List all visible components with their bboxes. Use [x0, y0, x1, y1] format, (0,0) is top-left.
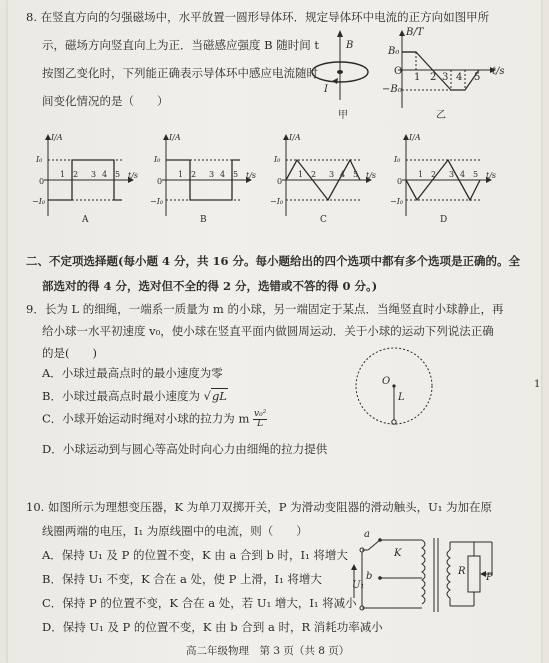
exam-page — [8, 0, 541, 663]
figure-yi-ylabel: B/T — [406, 27, 424, 38]
graph-tick-label: 4 — [460, 170, 466, 179]
graph-xlabel: t/s — [486, 171, 497, 180]
figure-yi-origin: O — [394, 66, 403, 77]
q8-line1: 8. 在竖直方向的匀强磁场中，水平放置一圆形导体环．规定导体环中电流的正方向如图甲所 — [26, 10, 490, 24]
graph-origin: 0 — [157, 177, 163, 186]
q9-line3: 的是( ) — [42, 346, 97, 360]
page-footer: 高二年级物理 第 3 页（共 8 页） — [186, 645, 350, 657]
q10-figure-K: K — [394, 548, 402, 559]
graph-xlabel: t/s — [366, 171, 377, 180]
side-mark: 1 — [534, 379, 541, 390]
q9-option-b — [42, 389, 228, 403]
q9-line2: 给小球一水平初速度 v₀，使小球在竖直平面内做圆周运动．关于小球的运动下列说法正确 — [42, 324, 494, 338]
graph-tick-label: 1 — [418, 170, 424, 179]
q10-transformer-figure — [350, 528, 500, 616]
figure-yi-xlabel: t/s — [492, 66, 505, 77]
graph-tick-label: 2 — [311, 170, 317, 179]
q10-figure-a: a — [364, 529, 370, 540]
graph-xlabel: t/s — [128, 171, 139, 180]
q9-option-c-text: C．小球开始运动时绳对小球的拉力为 m — [42, 411, 250, 426]
sqrt-icon: √ — [203, 389, 211, 403]
graph-negI0-label: −I₀ — [390, 197, 404, 206]
graph-tick-label: 5 — [473, 170, 479, 179]
graph-origin: 0 — [277, 177, 283, 186]
q8-line2: 示，磁场方向竖直向上为正．当磁感应强度 B 随时间 t — [42, 38, 320, 52]
graph-origin: 0 — [397, 177, 403, 186]
q10-figure-U1: U₁ — [352, 580, 365, 591]
graph-I0-label: I₀ — [36, 155, 43, 164]
graph-tick-label: 5 — [115, 170, 121, 179]
graph-option-label: C — [320, 215, 327, 225]
q10-option-c: C．保持 P 的位置不变，K 合在 a 处，若 U₁ 增大，I₁ 将减小 — [42, 596, 357, 610]
graph-tick-label: 1 — [298, 170, 304, 179]
graph-negI0-label: −I₀ — [150, 197, 164, 206]
q10-figure-P: P — [486, 572, 493, 583]
answer-graph-a — [32, 132, 142, 225]
q10-figure-R: R — [458, 566, 466, 577]
graph-tick-label: 5 — [233, 170, 239, 179]
q9-option-d: D．小球运动到与圆心等高处时向心力由细绳的拉力提供 — [42, 442, 328, 456]
graph-tick-label: 3 — [449, 170, 455, 179]
q10-line2: 线圈两端的电压，I₁ 为原线圈中的电流，则（ ） — [42, 524, 308, 538]
graph-tick-label: 1 — [178, 170, 184, 179]
q9-line1: 9．长为 L 的细绳，一端系一质量为 m 的小球，另一端固定于某点．当绳竖直时小球静止，再 — [26, 302, 504, 316]
q9-option-b-text: B．小球过最高点时最小速度为 — [42, 389, 200, 403]
figure-yi-tick-2: 2 — [430, 72, 437, 83]
q10-option-d: D．保持 U₁ 及 P 的位置不变，K 由 b 合到 a 时，R 消耗功率减小 — [42, 620, 383, 634]
graph-negI0-label: −I₀ — [270, 197, 284, 206]
graph-option-label: D — [440, 215, 448, 225]
graph-tick-label: 4 — [220, 170, 226, 179]
graph-tick-label: 4 — [340, 170, 346, 179]
figure-yi-negB0: −B₀ — [382, 84, 402, 95]
section2-heading-line2: 部选对的得 4 分，选对但不全的得 2 分，选错或不答的得 0 分。) — [42, 279, 378, 293]
q9-option-c — [42, 410, 267, 429]
graph-origin: 0 — [39, 177, 45, 186]
figure-jia-B-label: B — [346, 40, 354, 51]
q9-figure-O: O — [382, 376, 391, 387]
graph-xlabel: t/s — [246, 171, 257, 180]
figure-yi-tick-1: 1 — [414, 72, 421, 83]
graph-ylabel: I/A — [51, 133, 63, 142]
q10-figure-b: b — [366, 571, 373, 582]
graph-I0-label: I₀ — [154, 155, 161, 164]
answer-graph-d — [390, 132, 500, 225]
q9-option-c-fraction — [253, 410, 267, 429]
graph-tick-label: 4 — [102, 170, 108, 179]
figure-yi-tick-4: 4 — [456, 72, 463, 83]
graph-ylabel: I/A — [169, 133, 181, 142]
figure-jia-I-label: I — [324, 84, 328, 95]
answer-graph-b — [150, 132, 260, 225]
q9-option-c-den: L — [257, 419, 264, 429]
figure-yi-B0: B₀ — [388, 46, 400, 57]
graph-ylabel: I/A — [409, 133, 421, 142]
figure-yi-caption: 乙 — [436, 110, 446, 121]
figure-yi-graph — [388, 30, 498, 110]
figure-jia-caption: 甲 — [338, 110, 348, 121]
graph-tick-label: 3 — [329, 170, 335, 179]
q9-option-c-num: v₀² — [254, 409, 267, 419]
q9-figure-L: L — [398, 392, 405, 403]
graph-tick-label: 2 — [73, 170, 79, 179]
q10-option-b: B．保持 U₁ 不变，K 合在 a 处，使 P 上滑，I₁ 将增大 — [42, 572, 322, 586]
q9-option-b-sqrt: gL — [211, 389, 227, 403]
q8-line4: 间变化情况的是（ ） — [42, 94, 169, 108]
graph-I0-label: I₀ — [274, 155, 281, 164]
graph-option-label: A — [82, 215, 89, 225]
q9-option-a: A．小球过最高点时的最小速度为零 — [42, 366, 223, 380]
q8-line3: 按图乙变化时，下列能正确表示导体环中感应电流随时 — [42, 66, 318, 80]
figure-yi-tick-3: 3 — [442, 72, 449, 83]
graph-option-label: B — [200, 215, 207, 225]
graph-tick-label: 2 — [431, 170, 437, 179]
figure-yi-tick-5: 5 — [474, 72, 481, 83]
graph-tick-label: 5 — [353, 170, 359, 179]
q10-line1: 10. 如图所示为理想变压器，K 为单刀双掷开关，P 为滑动变阻器的滑动触头，U₁ 为加在原 — [26, 500, 493, 514]
graph-tick-label: 3 — [91, 170, 97, 179]
section2-heading: 二、不定项选择题(每小题 4 分，共 16 分。每小题给出的四个选项中都有多个选项是正确的。全 — [26, 254, 520, 268]
q9-circle-figure — [354, 346, 434, 426]
graph-tick-label: 1 — [60, 170, 66, 179]
graph-tick-label: 3 — [209, 170, 215, 179]
q10-option-a: A．保持 U₁ 及 P 的位置不变，K 由 a 合到 b 时，I₁ 将增大 — [42, 548, 348, 562]
graph-tick-label: 2 — [191, 170, 197, 179]
graph-I0-label: I₀ — [394, 155, 401, 164]
answer-graph-c — [270, 132, 380, 225]
graph-negI0-label: −I₀ — [32, 197, 46, 206]
graph-ylabel: I/A — [289, 133, 301, 142]
